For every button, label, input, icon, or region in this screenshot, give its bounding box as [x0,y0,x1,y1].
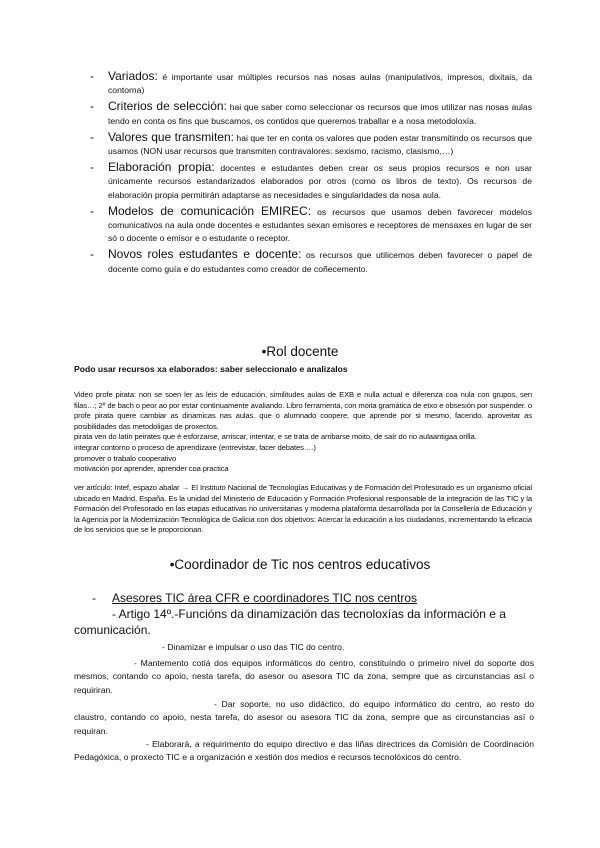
note-line: pirata ven do latín peirates que é esforzarse, arriscar, intentar, e se trata de arribarse moito, de saír do rio aulaantigaa orilla. [74,432,477,442]
list-item [92,100,532,127]
bullet-term: Elaboración propia: [108,160,215,175]
list-item-coord [92,591,532,605]
dash-bullet: - [90,129,94,144]
bullet-text: hai que ter en conta os valores que poden estar transmitindo os recursos que usamos (NON usar recursos que transmiten contravalores: sexismo, racismo, clasismo,…) [108,132,532,157]
list-item [92,70,532,97]
bullet-term: Variados: [108,69,158,83]
note-line: promover o trabalo cooperativo [74,453,177,463]
article-point: - Elaborará, a requirimento do equipo directivo e das liñas directrices da Comisión de Coordinación Pedagóxica, o proxecto TIC e a organización e xestión dos medios e recursos tecnolóxicos do centro. [74,739,534,763]
bullet-term: Valores que transmiten: [108,129,234,144]
bullet-text: os recursos que usamos deben favorecer modelos comunicativos na aula onde docentes e estudantes sexan emisores e receptores de mensaxes en lugar de ser só o docente o emisor e o estudante o receptor. [108,206,532,244]
note-line: Video profe pirata: non se soen ler as leis de educación, similitudes aulas de EXB e nulla actual e diferenza coa nula con grupos, sen filas…; 2º de bach o peor ao por estar continuamente avaliando. Libro ferramenta, con moita gramática de etxo e obsesión por suspender. o profe pirata quere cambiar as dinamicas nas aulas. que o alumnado coopere, que aprende por si mesmo, facendo. aproveitar as posibilidades das metodoligas de proxectos. [74,390,532,431]
note-line: motivación por aprender, aprender coa practica [74,464,229,474]
bullet-text: hai que saber como seleccionar os recursos que imos utilizar nas nosas aulas tendo en conta os fins que buscamos, os contidos que queremos traballar e a nosa metodoloxía. [108,102,532,126]
article-point: - Dinamizar e impulsar o uso das TIC do centro. [162,642,345,652]
note-paragraph: ver artículo: Intef, espazo abalar → El Instituto Nacional de Tecnologías Educativas y de Formación del Profesorado es un organismo oficial ubicado en Madrid, España. Es la unidad del Ministerio de Educación y Formación Profesional responsable de la integración de las TIC y la Formación del Profesorado en las etapas educativas no universitarias y moderna plataforma desarrollada por la Consellería de Educación y la Agencia por la Modernización Tecnológica de Galicia con dos objetivos: Acercar la educación a los ciudadanos, incrementando la eficacia de los servicios que se le proporcionan. [74,483,532,535]
bullet-term: Modelos de comunicación EMIREC: [108,203,312,218]
list-item [92,161,532,202]
article-title: - Artigo 14º.-Funcións da dinamización das tecnoloxías da información e a comunicación. [74,607,506,637]
bullet-text: docentes e estudantes deben crear os seus propios recursos e non usar únicamente recursos estandarizados elaborados por otros (como os libros de texto). Os recursos de elaboración propia permitirán adaptarse as necesidades e singularidades da nosa aula. [108,163,533,200]
dash-bullet: - [90,160,94,175]
notes-block [74,390,532,475]
bullet-term: Criterios de selección: [108,99,227,114]
list-item [92,205,532,246]
note-line: integrar contorno o proceso de aprendizaxe (entrevistar, facer debates….) [74,442,316,452]
article-point: - Dar soporte, no uso didáctico, do equipo informático do centro, ao resto do claustro, contando co apoio, nesta tarefa, do asesor ou asesora TIC da zona, sempre que as circunstancias así o requiran. [74,699,534,736]
bullet-text: os recursos que utilicemos deben favorecer o papel de docente como guía e do estudantes como creador de coñecemento. [108,250,532,274]
section-heading-coord: •Coordinador de Tic nos centros educativos [169,557,431,572]
bullet-text: é importante usar múltiples recursos nas nosas aulas (manipulativos, impresos, dixitais, da contorna) [108,72,532,96]
dash-bullet: - [90,203,94,218]
bullet-term: Novos roles estudantes e docente: [108,247,302,262]
coord-item-title: Asesores TIC área CFR e coordinadores TIC nos centros [112,591,418,605]
notes-block-intef [74,483,532,536]
bullet-list [92,70,532,279]
dash-bullet: - [90,99,94,114]
section-subtitle: Podo usar recursos xa elaborados: saber seleccionalo e analizalos [74,364,348,374]
list-item [92,248,532,275]
dash-bullet: - [90,247,94,262]
dash-bullet: - [90,69,94,83]
list-item [92,131,532,158]
dash-bullet: - [92,591,96,605]
section-heading-rol: •Rol docente [261,344,339,359]
article-point: - Mantemento cotiá dos equipos informáticos do centro, constituíndo o primeiro nivel do soporte dos mesmos, contando co apoio, nesta tarefa, do asesor ou asesora TIC da zona, sempre que as circunstancias así o requiriran. [74,658,534,695]
